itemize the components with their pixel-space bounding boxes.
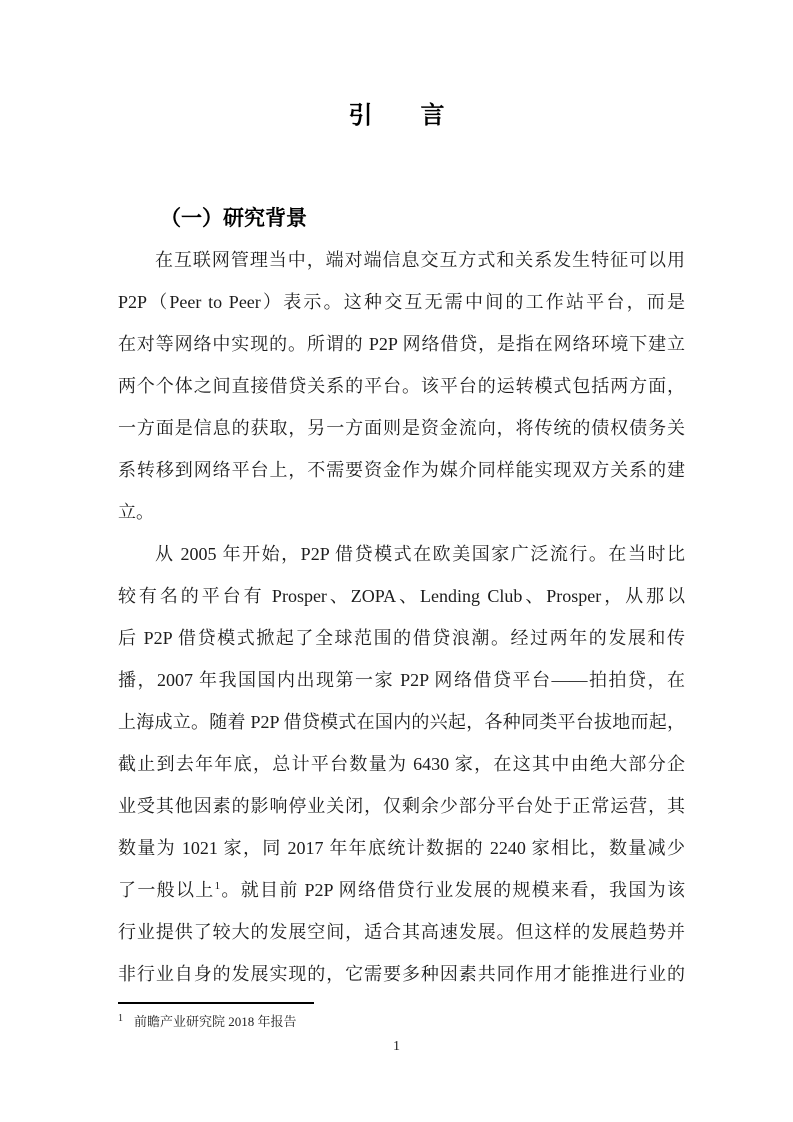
section-heading: （一）研究背景	[160, 207, 307, 230]
document-title: 引 言	[348, 102, 445, 129]
footnote-separator	[118, 1002, 314, 1004]
text-line: 系转移到网络平台上，不需要资金作为媒介同样能实现双方关系的建	[118, 460, 685, 480]
text-line: 从 2005 年开始，P2P 借贷模式在欧美国家广泛流行。在当时比	[155, 544, 685, 564]
text-line: 一方面是信息的获取，另一方面则是资金流向，将传统的债权债务关	[118, 418, 685, 438]
text-line: 在互联网管理当中，端对端信息交互方式和关系发生特征可以用	[155, 250, 685, 270]
text-line: 播，2007 年我国国内出现第一家 P2P 网络借贷平台——拍拍贷，在	[118, 670, 685, 690]
text-line: 行业提供了较大的发展空间，适合其高速发展。但这样的发展趋势并	[118, 922, 685, 942]
text-segment: 了一般以上	[118, 880, 215, 900]
paragraph-1	[118, 239, 685, 533]
text-line: 后 P2P 借贷模式掀起了全球范围的借贷浪潮。经过两年的发展和传	[118, 628, 685, 648]
paragraph-2	[118, 533, 685, 995]
text-line: 较有名的平台有 Prosper、ZOPA、Lending Club、Prosper，从那以	[118, 586, 685, 606]
text-line: 数量为 1021 家，同 2017 年年底统计数据的 2240 家相比，数量减少	[118, 838, 685, 858]
footnote-reference-marker: 1	[214, 880, 221, 892]
text-line: 两个个体之间直接借贷关系的平台。该平台的运转模式包括两方面，	[118, 376, 685, 396]
text-line: 立。	[118, 502, 154, 522]
text-line: 在对等网络中实现的。所谓的 P2P 网络借贷，是指在网络环境下建立	[118, 334, 685, 354]
footnote-marker: 1	[118, 1013, 123, 1024]
text-line: 上海成立。随着 P2P 借贷模式在国内的兴起，各种同类平台拔地而起，	[118, 712, 685, 732]
text-line: 非行业自身的发展实现的，它需要多种因素共同作用才能推进行业的	[118, 964, 685, 984]
text-segment: 。就目前 P2P 网络借贷行业发展的规模来看，我国为该	[220, 880, 685, 900]
text-line-with-footnote-ref	[118, 869, 685, 911]
text-line: 业受其他因素的影响停业关闭，仅剩余少部分平台处于正常运营，其	[118, 796, 685, 816]
text-line: 截止到去年年底，总计平台数量为 6430 家，在这其中由绝大部分企	[118, 754, 685, 774]
page-number: 1	[393, 1039, 400, 1054]
footnote	[118, 1008, 685, 1033]
text-line: P2P（Peer to Peer）表示。这种交互无需中间的工作站平台，而是	[118, 292, 685, 312]
footnote-text: 前瞻产业研究院 2018 年报告	[134, 1014, 297, 1029]
